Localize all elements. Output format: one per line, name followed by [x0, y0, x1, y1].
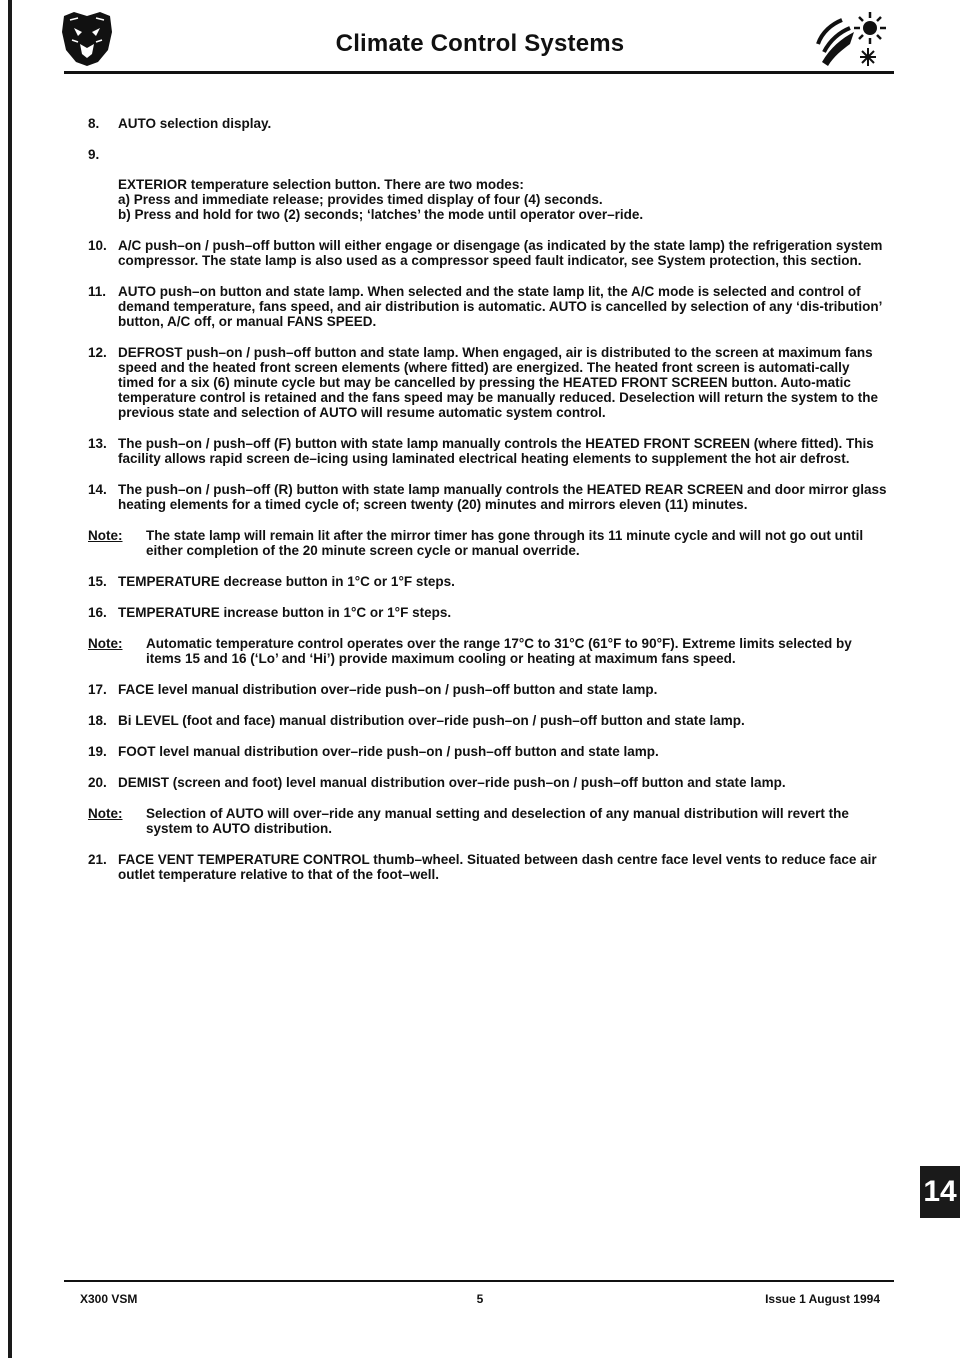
- item-number: 17.: [88, 682, 107, 697]
- item-number: 12.: [88, 345, 107, 360]
- list-item: [88, 284, 888, 329]
- item-number: 21.: [88, 852, 107, 867]
- list-item: [88, 852, 888, 882]
- list-item: [88, 605, 888, 620]
- list-item: [88, 574, 888, 589]
- left-margin-rule: [8, 0, 12, 1358]
- item-number: 9.: [88, 147, 100, 162]
- page-header: [0, 0, 960, 80]
- note-label: Note:: [88, 528, 123, 543]
- list-item: [88, 147, 888, 222]
- item-text: The push–on / push–off (F) button with state lamp manually controls the HEATED FRONT SCREEN (where fitted). This facility allows rapid screen de–icing using laminated electrical heating elements to supplement the hot air defrost.: [118, 436, 874, 466]
- list-item: [88, 744, 888, 759]
- list-item: [88, 775, 888, 790]
- item-text: A/C push–on / push–off button will either engage or disengage (as indicated by the state lamp) the refrigeration system compressor. The state lamp is also used as a compressor speed fault indicator, see System protection, this section.: [118, 238, 883, 268]
- item-number: 13.: [88, 436, 107, 451]
- header-rule: [64, 71, 894, 74]
- page-title: Climate Control Systems: [335, 30, 625, 57]
- climate-control-icon: [812, 8, 890, 68]
- page-number: 5: [476, 1292, 484, 1306]
- item-number: 20.: [88, 775, 107, 790]
- note-text: Selection of AUTO will over–ride any manual setting and deselection of any manual distribution will revert the system to AUTO distribution.: [146, 806, 849, 836]
- item-text: FOOT level manual distribution over–ride push–on / push–off button and state lamp.: [118, 744, 659, 759]
- item-number: 8.: [88, 116, 100, 131]
- item-number: 14.: [88, 482, 107, 497]
- note-text: The state lamp will remain lit after the mirror timer has gone through its 11 minute cycle and will not go out until either completion of the 20 minute screen cycle or manual override.: [146, 528, 864, 558]
- item-number: 11.: [88, 284, 107, 299]
- item-text: FACE level manual distribution over–ride push–on / push–off button and state lamp.: [118, 682, 658, 697]
- document-body: [88, 116, 888, 898]
- list-item: [88, 345, 888, 420]
- note-text: Automatic temperature control operates over the range 17°C to 31°C (61°F to 90°F). Extreme limits selected by items 15 and 16 (‘Lo’ and ‘Hi’) provide maximum cooling or heating at maximum fans speed.: [146, 636, 852, 666]
- footer-rule: [64, 1280, 894, 1282]
- footer-issue-date: Issue 1 August 1994: [765, 1292, 880, 1306]
- item-text: DEMIST (screen and foot) level manual distribution over–ride push–on / push–off button and state lamp.: [118, 775, 786, 790]
- item-text: TEMPERATURE increase button in 1°C or 1°F steps.: [118, 605, 452, 620]
- list-item: [88, 482, 888, 512]
- note-block: [88, 806, 888, 836]
- item-text: EXTERIOR temperature selection button. There are two modes: a) Press and immediate release; provides timed display of four (4) seconds. b) Press and hold for two (2) seconds; ‘latches’ the mode until operator over–ride.: [118, 177, 644, 222]
- list-item: [88, 713, 888, 728]
- list-item: [88, 682, 888, 697]
- list-item: [88, 238, 888, 268]
- footer-doc-code: X300 VSM: [80, 1292, 138, 1306]
- item-text: AUTO push–on button and state lamp. When selected and the state lamp lit, the A/C mode is selected and control of demand temperature, fans speed, and air distribution is automatic. AUTO is cancelled by selection of any ‘dis-tribution’ button, A/C off, or manual FANS SPEED.: [118, 284, 882, 329]
- item-number: 18.: [88, 713, 107, 728]
- list-item: [88, 436, 888, 466]
- item-number: 10.: [88, 238, 107, 253]
- note-block: [88, 528, 888, 558]
- note-label: Note:: [88, 806, 123, 821]
- item-text: AUTO selection display.: [118, 116, 272, 131]
- note-label: Note:: [88, 636, 123, 651]
- section-tab: 14: [920, 1166, 960, 1218]
- item-text: Bi LEVEL (foot and face) manual distribution over–ride push–on / push–off button and state lamp.: [118, 713, 745, 728]
- item-number: 15.: [88, 574, 107, 589]
- item-number: 16.: [88, 605, 107, 620]
- item-text: TEMPERATURE decrease button in 1°C or 1°F steps.: [118, 574, 455, 589]
- item-text: FACE VENT TEMPERATURE CONTROL thumb–wheel. Situated between dash centre face level vents to reduce face air outlet temperature relative to that of the foot–well.: [118, 852, 877, 882]
- list-item: [88, 116, 888, 131]
- item-text: The push–on / push–off (R) button with state lamp manually controls the HEATED REAR SCREEN and door mirror glass heating elements for a timed cycle of; screen twenty (20) minutes and mirrors eleven (11) minutes.: [118, 482, 887, 512]
- item-number: 19.: [88, 744, 107, 759]
- note-block: [88, 636, 888, 666]
- item-text: DEFROST push–on / push–off button and state lamp. When engaged, air is distributed to the screen at maximum fans speed and the heated front screen elements (where fitted) are energized. The heated front screen is automati-cally timed for a six (6) minute cycle but may be cancelled by pressing the HEATED FRONT SCREEN button. Auto-matic temperature control is retained and the fans speed may be manually reduced. Deselection will return the system to the previous state and selection of AUTO will resume automatic system control.: [118, 345, 878, 420]
